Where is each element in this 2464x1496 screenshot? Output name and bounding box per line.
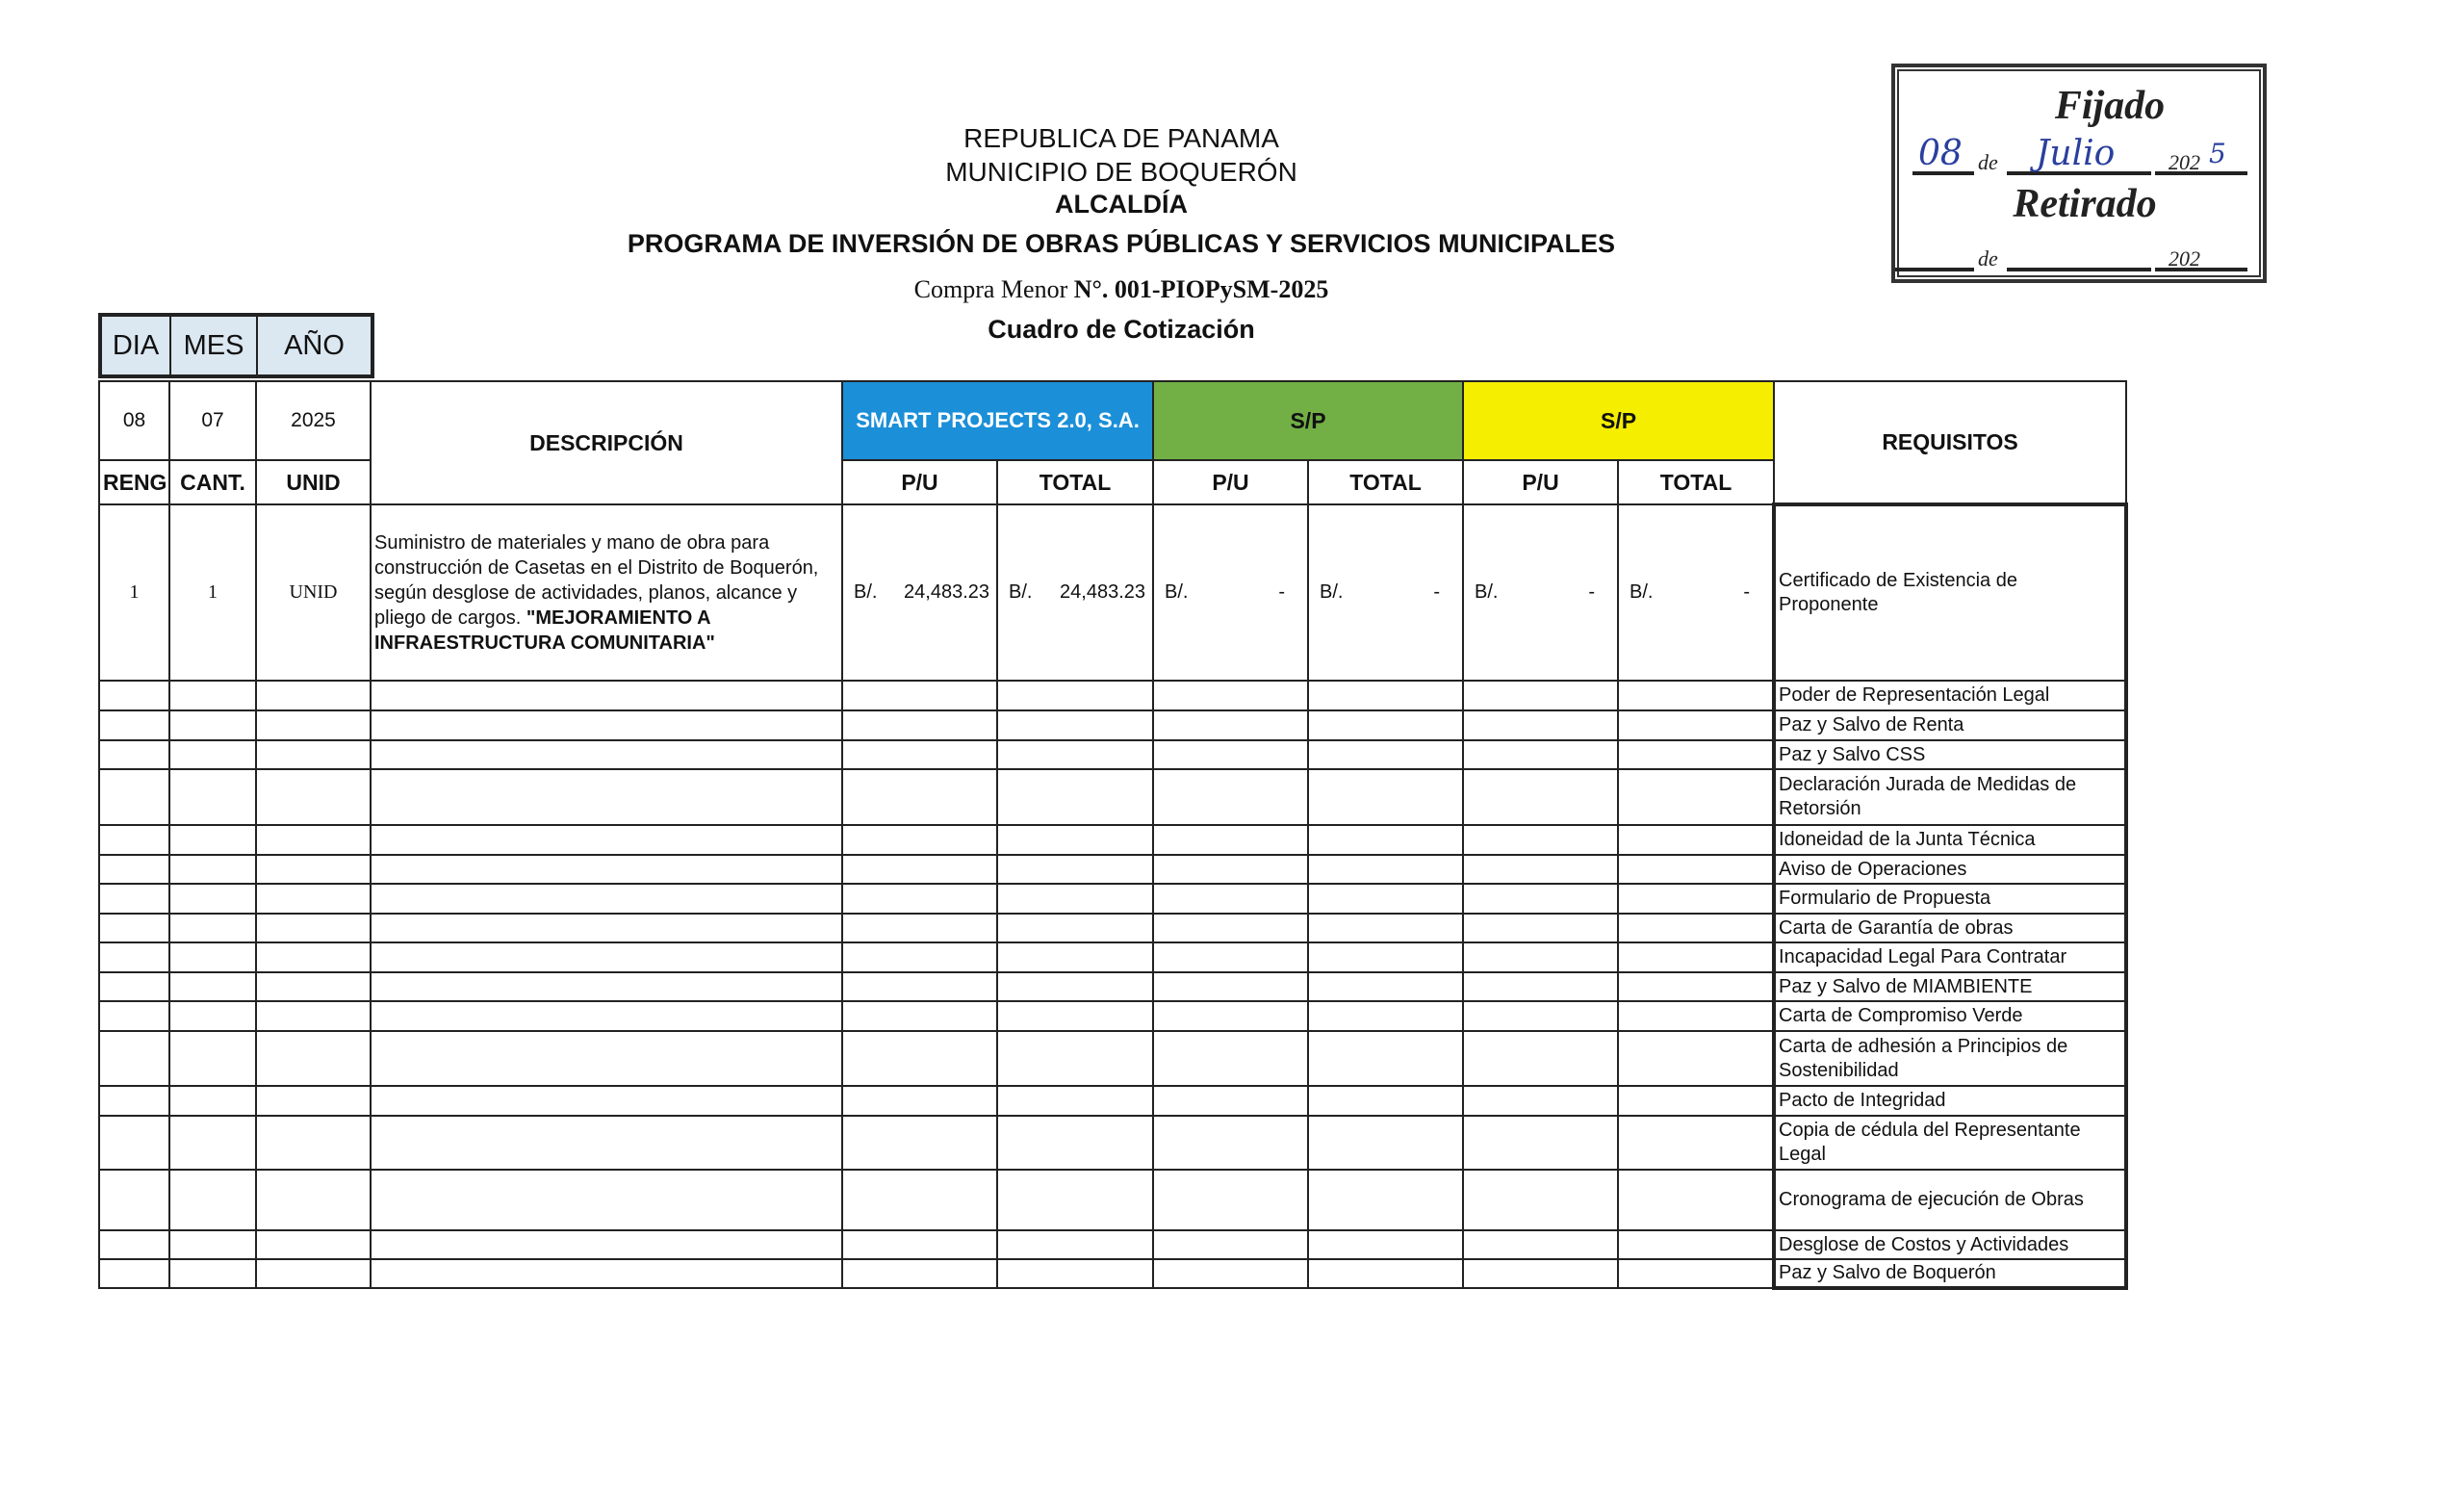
item-unid: UNID: [256, 504, 371, 681]
bidder-2-pu-value: B/. -: [1153, 504, 1308, 681]
requisito-item: Paz y Salvo de MIAMBIENTE: [1774, 972, 2126, 1001]
requisito-item: Pacto de Integridad: [1774, 1086, 2126, 1116]
page-title: Cuadro de Cotización: [988, 315, 1255, 344]
requisito-item: Paz y Salvo de Boquerón: [1774, 1259, 2126, 1288]
stamp-de-label-2: de: [1978, 246, 1998, 271]
purchase-code: N°. 001-PIOPySM-2025: [1073, 275, 1329, 303]
requisito-item: Carta de adhesión a Principios de Sostenibilidad: [1774, 1031, 2126, 1086]
item-reng: 1: [99, 504, 169, 681]
date-label-box: [98, 313, 374, 378]
stamp-fijado-day: 08: [1918, 134, 1963, 173]
requisito-item: Aviso de Operaciones: [1774, 855, 2126, 884]
requisito-item: Idoneidad de la Junta Técnica: [1774, 825, 2126, 855]
requisito-item: Poder de Representación Legal: [1774, 681, 2126, 710]
stamp-retirado-year-prefix: 202: [2169, 246, 2200, 271]
table-row: [99, 1031, 2126, 1086]
requisito-item: Incapacidad Legal Para Contratar: [1774, 942, 2126, 972]
table-row: [99, 681, 2126, 710]
bidder-1-name: SMART PROJECTS 2.0, S.A.: [842, 381, 1153, 460]
stamp-retirado-date: [1895, 233, 2263, 271]
table-row: [99, 942, 2126, 972]
item-description-project: "MEJORAMIENTO A INFRAESTRUCTURA COMUNITARIA": [374, 606, 715, 654]
header-program: PROGRAMA DE INVERSIÓN DE OBRAS PÚBLICAS Y SERVICIOS MUNICIPALES: [627, 229, 1616, 258]
col-cant: CANT.: [169, 460, 256, 504]
stamp-fijado-date: [1895, 134, 2263, 175]
requisito-item: Copia de cédula del Representante Legal: [1774, 1116, 2126, 1170]
header-row-1: [99, 381, 2126, 460]
col-unid: UNID: [256, 460, 371, 504]
mes-label: MES: [171, 317, 258, 374]
stamp-fijado-year-digit: 5: [2209, 138, 2226, 169]
bidder-1-pu: P/U: [842, 460, 997, 504]
table-row: [99, 504, 2126, 681]
col-requisitos: REQUISITOS: [1774, 381, 2126, 504]
dia-label: DIA: [102, 317, 171, 374]
requisito-item: Desglose de Costos y Actividades: [1774, 1230, 2126, 1259]
bidder-3-pu-value: B/. -: [1463, 504, 1618, 681]
date-day-value: 08: [99, 381, 169, 460]
bidder-1-total: TOTAL: [997, 460, 1153, 504]
item-description-text: Suministro de materiales y mano de obra para construcción de Casetas en el Distrito de Boquerón, según desglose de actividades, planos, alcance y pliego de cargos.: [374, 531, 819, 629]
requisito-item: Formulario de Propuesta: [1774, 884, 2126, 914]
bidder-3-name: S/P: [1463, 381, 1774, 460]
requisito-item: Carta de Compromiso Verde: [1774, 1001, 2126, 1031]
table-row: [99, 1230, 2126, 1259]
header-republic: REPUBLICA DE PANAMA: [963, 123, 1279, 153]
stamp-fijado-year-prefix: 202: [2169, 150, 2200, 174]
table-row: [99, 884, 2126, 914]
requisito-item: Cronograma de ejecución de Obras: [1774, 1170, 2126, 1230]
date-month-value: 07: [169, 381, 256, 460]
requisito-item: Paz y Salvo CSS: [1774, 740, 2126, 769]
date-year-value: 2025: [256, 381, 371, 460]
item-cant: 1: [169, 504, 256, 681]
requisito-item: Carta de Garantía de obras: [1774, 914, 2126, 942]
bidder-3-total: TOTAL: [1618, 460, 1774, 504]
table-row: [99, 1170, 2126, 1230]
bidder-3-total-value: B/. -: [1618, 504, 1774, 681]
bidder-1-pu-value: B/. 24,483.23: [842, 504, 997, 681]
stamp-fijado-label: Fijado: [2054, 84, 2166, 128]
bidder-2-name: S/P: [1153, 381, 1463, 460]
table-row: [99, 740, 2126, 769]
table-row: [99, 855, 2126, 884]
ano-label: AÑO: [284, 329, 345, 361]
bidder-2-pu: P/U: [1153, 460, 1308, 504]
stamp-retirado-label: Retirado: [2013, 182, 2157, 226]
fijado-retirado-stamp: [1891, 64, 2267, 283]
table-row: [99, 972, 2126, 1001]
stamp-de-label: de: [1978, 150, 1998, 174]
table-row: [99, 825, 2126, 855]
table-row: [99, 914, 2126, 942]
table-row: [99, 769, 2126, 825]
table-row: [99, 1001, 2126, 1031]
requisito-item: Paz y Salvo de Renta: [1774, 710, 2126, 740]
bidder-3-pu: P/U: [1463, 460, 1618, 504]
header-municipality: MUNICIPIO DE BOQUERÓN: [945, 157, 1297, 187]
bidder-2-total-value: B/. -: [1308, 504, 1463, 681]
stamp-fijado-month: Julio: [2036, 134, 2116, 173]
bidder-2-total: TOTAL: [1308, 460, 1463, 504]
requisito-item: Declaración Jurada de Medidas de Retorsión: [1774, 769, 2126, 825]
table-row: [99, 710, 2126, 740]
item-description: [371, 504, 842, 681]
header-office: ALCALDÍA: [1055, 190, 1188, 219]
col-reng: RENG: [99, 460, 169, 504]
table-row: [99, 1259, 2126, 1288]
table-row: [99, 1116, 2126, 1170]
purchase-prefix: Compra Menor: [913, 275, 1074, 303]
quotation-table: [98, 380, 2128, 1290]
bidder-1-total-value: B/. 24,483.23: [997, 504, 1153, 681]
col-descripcion: DESCRIPCIÓN: [371, 381, 842, 504]
requisito-item: Certificado de Existencia de Proponente: [1774, 504, 2126, 681]
table-row: [99, 1086, 2126, 1116]
